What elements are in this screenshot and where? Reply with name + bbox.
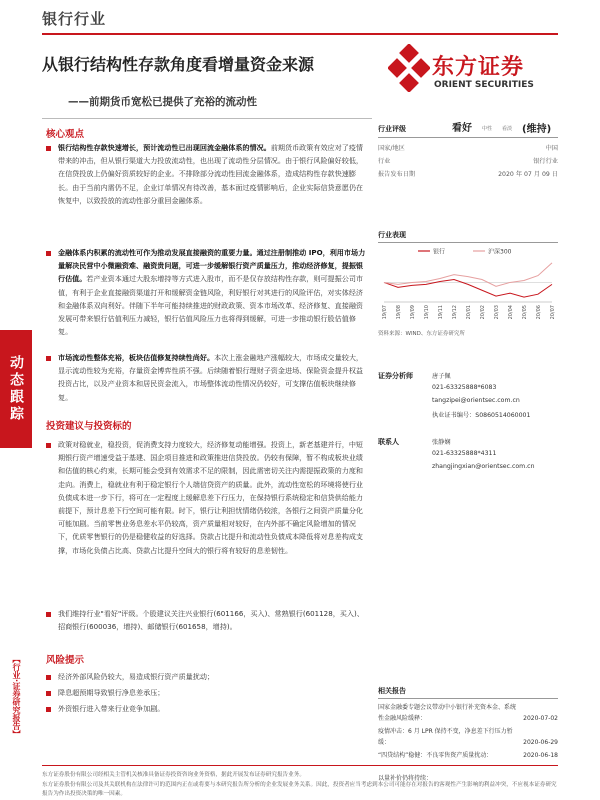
rating-label: 行业评级 — [378, 125, 406, 133]
legend-label-1: 沪深300 — [488, 248, 512, 256]
info-row — [378, 143, 558, 152]
bullet-marker — [46, 707, 51, 712]
core-p3-lead: 市场流动性整体充裕，板块估值修复持续性尚好。 — [58, 353, 215, 362]
info-value: 中国 — [545, 145, 558, 152]
analyst-phone: 021-63325888*6083 — [432, 384, 497, 391]
core-paragraph-2 — [58, 246, 368, 338]
report-subtitle: ——前期货币宽松已提供了充裕的流动性 — [68, 96, 257, 108]
core-p2-body: 若产业资本通过大股东增持等方式进入股市，而不是仅存放结构性存款，则可提振公司市值，有利于企业直接融资渠道打开和缓解资金链风险，利好银行对其进行的风险评估，对实体经济和金融体系双向利好。伴随下半年可能持续推进的财政政策、资本市场改革、经济修复、直接融资发展可带来银行估值利压力减轻，银行估值风险压力也将得到缓解，可进一步推动银行股估值修复。 — [58, 274, 364, 337]
risk-item: 经济外部风险仍较大，易造成银行资产质量扰动； — [58, 672, 215, 681]
report-title: 从银行结构性存款角度看增量资金来源 — [42, 55, 315, 74]
related-report-title: 国家金融委专题会议带动中小银行补充资本金、系统性金融风险缓释： — [378, 704, 517, 722]
analyst-label: 证券分析师 — [378, 372, 413, 380]
footer-disclaimer-2: 东方证券股份有限公司及其关联机构在法律许可的范围内正在或将要与本研究报告所分析的企业发展业务关系。因此，投资者应当考虑到本公司可能存在对报告的客观性产生影响的利益冲突，不应视本证券研究报告为作出投资决策的唯一因素。 — [42, 782, 557, 797]
risk-item: 降息超预期导致银行净息差承压； — [58, 688, 165, 697]
related-report-item[interactable] — [378, 702, 558, 724]
rating-option: 中性 — [482, 126, 493, 132]
info-row — [378, 156, 558, 165]
related-report-item[interactable] — [378, 726, 558, 748]
related-report-item[interactable] — [378, 750, 558, 761]
subtitle-rule — [42, 118, 372, 119]
bullet-marker — [46, 251, 51, 256]
x-tick-label: 20/01 — [465, 305, 472, 320]
rating-option: 看淡 — [502, 126, 513, 132]
contact-email[interactable]: zhangjingxian@orientsec.com.cn — [432, 463, 535, 470]
core-p2-lead: 金融体系内积累的流动性可作为推动发展直接融资的重要力量。通过注册制推动 IPO，利用市场力量解决民营中小微融资难、融资贵问题，可进一步缓解银行资产质量压力，推动经济修复，提振银行估值。 — [58, 248, 366, 284]
rating-status: (维持) — [522, 124, 552, 135]
x-tick-label: 19/08 — [395, 305, 402, 320]
invest-paragraph-2: 我们维持行业"看好"评级。个股建议关注兴业银行(601166，买入)、常熟银行(601128，买入)、招商银行(600036，增持)、邮储银行(601658，增持)。 — [58, 609, 364, 632]
chart-heading: 行业表现 — [378, 230, 558, 243]
industry-performance-chart — [378, 246, 558, 322]
core-p1-lead: 银行结构性存款快速增长，预计流动性已出现回流金融体系的情况。 — [58, 143, 271, 152]
top-rule — [42, 33, 558, 35]
related-report-date: 2020-06-18 — [523, 752, 558, 759]
x-tick-label: 20/02 — [479, 305, 486, 320]
risk-heading: 风险提示 — [46, 655, 85, 666]
related-report-date: 2020-07-02 — [523, 715, 558, 722]
x-tick-label: 19/12 — [451, 305, 458, 320]
footer-disclaimer-1: 东方证券股份有限公司经相关主管机关核准具备证券投资咨询业务资格，据此开展发布证券研究报告业务。 — [42, 772, 305, 778]
bullet-marker — [46, 356, 51, 361]
info-label: 国家/地区 — [378, 145, 405, 152]
related-heading: 相关报告 — [378, 686, 558, 699]
bullet-marker — [46, 443, 51, 448]
risk-item: 外资银行进入带来行业竞争加剧。 — [58, 704, 165, 713]
info-value: 2020 年 07 月 09 日 — [498, 171, 558, 178]
x-tick-label: 19/07 — [381, 305, 388, 320]
analyst-email[interactable]: tangzipei@orientsec.com.cn — [432, 397, 520, 404]
x-tick-label: 19/10 — [423, 305, 430, 320]
x-tick-label: 20/07 — [549, 305, 556, 320]
related-report-title: 以量补价仍将持续： — [378, 775, 433, 782]
bullet-marker — [46, 691, 51, 696]
dynamic-tracking-band: 动态跟踪 — [0, 330, 32, 448]
bullet-marker — [46, 675, 51, 680]
industry-tag: 银行行业 — [42, 10, 107, 28]
x-tick-label: 20/03 — [493, 305, 500, 320]
report-type-label: 【行业·证券研究报告】 — [12, 655, 21, 739]
contact-name: 张静娴 — [432, 439, 451, 446]
related-report-title: 疫情冲击：6 月 LPR 保持不变，净息差下行压力暂缓： — [378, 728, 513, 746]
footer-rule — [42, 765, 558, 766]
core-paragraph-3 — [58, 351, 368, 404]
contact-label: 联系人 — [378, 438, 399, 446]
info-label: 报告发布日期 — [378, 171, 416, 178]
info-value: 银行行业 — [533, 158, 558, 165]
x-tick-label: 19/09 — [409, 305, 416, 320]
x-tick-label: 20/06 — [535, 305, 542, 320]
invest-paragraph-1: 政策对稳就业，稳投资，促消费支持力度较大，经济修复动能增强。投资上，新老基建并行，中短期银行资产增速受益于基建、国企项目推进和政策推进信贷投放。仍较有保障，暂不构成板块业绩和估值的核心约束，长期可能会受到有效需求不足的限制，因此需密切关注内需提振政策的力度和走向。消费上，稳就业有利于稳定银行个人端信贷资产的质量。此外，流动性宽松的环境将使行业负债成本进一步下行，将可在一定程度上缓解息差下行压力，在保持银行系统稳定和信贷供给能力前提下，预计息差下行空间可能有限。时下，银行让利担忧情绪仍较浓，各银行之间资产质量分化可能加剧。当前零售业务息差水平仍较高，资产质量相对较好，在内外部不确定风险增加的情况下，优质零售银行的仍是稳健收益的好选择。贷款占比提升和流动性负债成本降低将对息差构成支撑，市场化负债占比高、贷款占比提升空间大的银行将有较好的息差韧性。 — [58, 440, 364, 555]
core-heading: 核心观点 — [46, 129, 85, 140]
invest-heading: 投资建议与投资标的 — [46, 421, 132, 432]
logo-text-en: ORIENT SECURITIES — [434, 80, 534, 90]
info-row — [378, 169, 558, 178]
logo-text-cn: 东方证券 — [432, 55, 525, 80]
x-tick-label: 20/05 — [521, 305, 528, 320]
x-tick-label: 19/11 — [437, 305, 444, 320]
related-report-title: “四贷结构”稳健：不良零售资产质量扰动： — [378, 752, 493, 759]
core-p1-body: 前期货币政策有效应对了疫情带来的冲击，但从银行渠道大力投放流动性，也出现了流动性分层情况。由于银行风险偏好较低，在信贷投放上仍偏好资质较好的企业。不排除部分流动性回流金融体系，造成结构性存款快速膨长。由于当前内需仍不足，企业订单情况有待改善，基本面过疫情影响后，企业实际信贷意愿仍在恢复中，以致投放的流动性部分重回金融体系。 — [58, 143, 364, 205]
core-p3-body: 本次上涨金融地产涨幅较大，市场成交量较大，显示流动性较为充裕，存量资金博弈性质不强。后续随着银行理财子资金进场、保险资金提升权益投资占比，以及产业资本和居民资金流入，市场整体流动性情况仍较好，可支撑估值板块继续修复。 — [58, 353, 364, 402]
contact-phone: 021-63325888*4311 — [432, 450, 497, 457]
core-paragraph-1 — [58, 141, 368, 207]
analyst-license: 执业证书编号：S0860514060001 — [432, 412, 531, 419]
analyst-name: 唐子佩 — [432, 373, 451, 380]
legend-label-0: 银行 — [433, 248, 446, 256]
bullet-marker — [46, 612, 51, 617]
info-label: 行业 — [378, 158, 391, 165]
chart-source: 资料来源：WIND、东方证券研究所 — [378, 331, 465, 337]
orient-securities-logo-icon — [388, 44, 430, 92]
rating-value: 看好 — [452, 123, 472, 134]
x-tick-label: 20/04 — [507, 305, 514, 320]
bullet-marker — [46, 146, 51, 151]
related-report-date: 2020-06-29 — [523, 739, 558, 746]
series-line-1 — [384, 263, 552, 286]
